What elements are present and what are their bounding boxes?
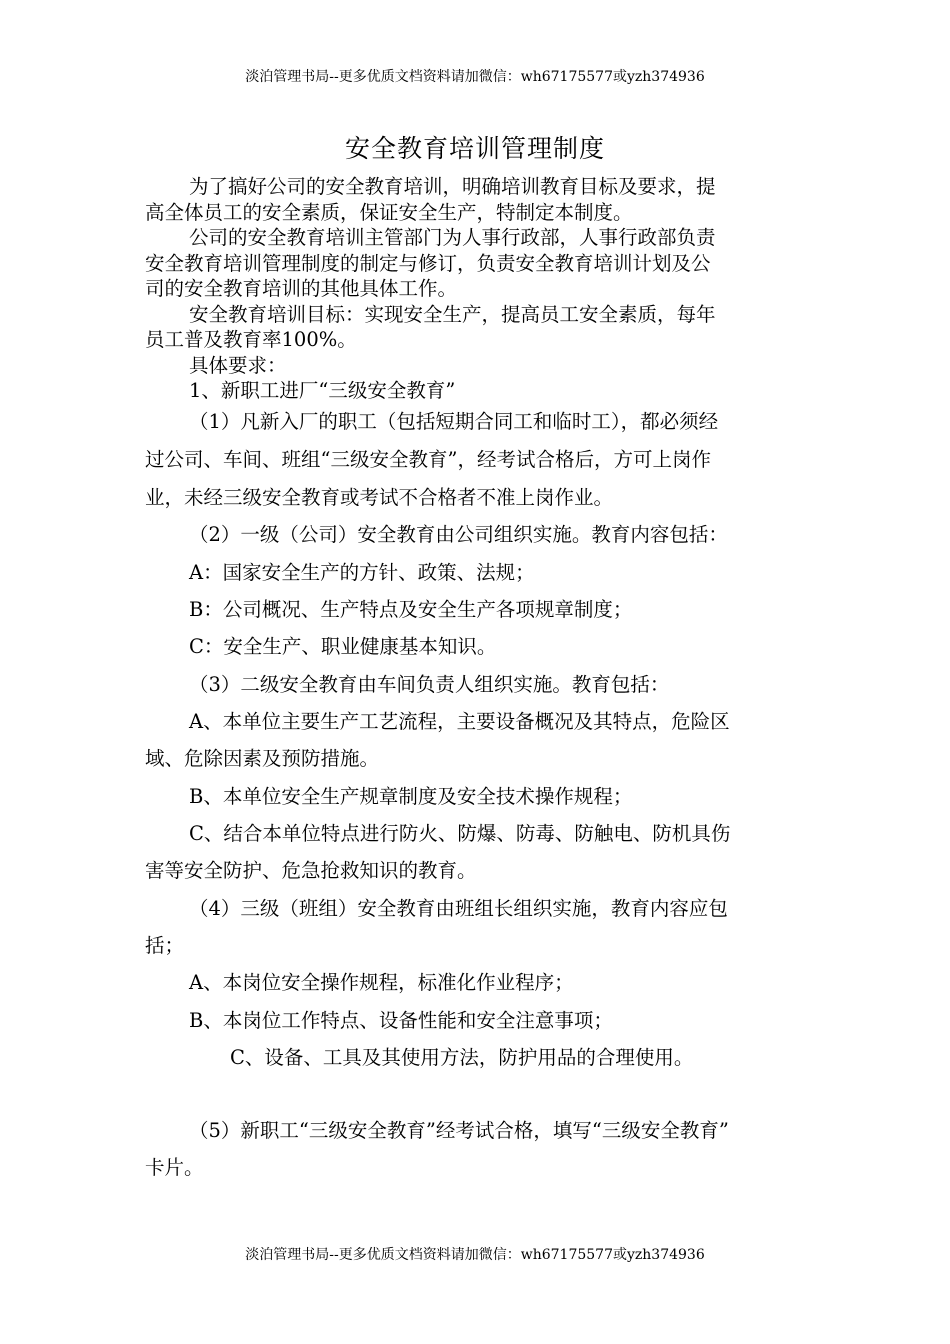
p1-line2: 过公司、车间、班组“三级安全教育”，经考试合格后，方可上岗作 (145, 448, 711, 471)
p2-line: （2）一级（公司）安全教育由公司组织实施。教育内容包括： (189, 523, 728, 546)
intro-para1-line1: 为了搞好公司的安全教育培训，明确培训教育目标及要求，提 (189, 175, 716, 198)
document-title: 安全教育培训管理制度 (344, 134, 605, 163)
intro-para3-line2: 员工普及教育率100%。 (145, 328, 357, 351)
p3-line: （3）二级安全教育由车间负责人组织实施。教育包括： (189, 673, 670, 696)
p2c-line: C：安全生产、职业健康基本知识。 (189, 635, 497, 658)
p2a-line: A：国家安全生产的方针、政策、法规； (189, 561, 535, 584)
p4-line2: 括； (145, 934, 185, 957)
p4a-line: A、本岗位安全操作规程，标准化作业程序； (189, 971, 574, 994)
p1-line3: 业，未经三级安全教育或考试不合格者不准上岗作业。 (145, 486, 614, 509)
intro-para1-line2: 高全体员工的安全素质，保证安全生产，特制定本制度。 (145, 200, 633, 224)
intro-para2-line1: 公司的安全教育培训主管部门为人事行政部，人事行政部负责 (189, 226, 716, 249)
p4-line1: （4）三级（班组）安全教育由班组长组织实施，教育内容应包 (189, 897, 728, 920)
p1-line1: （1）凡新入厂的职工（包括短期合同工和临时工），都必须经 (189, 410, 719, 433)
intro-para3-line1: 安全教育培训目标：实现安全生产，提高员工安全素质，每年 (189, 302, 716, 326)
p5-line1: （5）新职工“三级安全教育”经考试合格，填写“三级安全教育” (189, 1119, 729, 1142)
p2b-line: B：公司概况、生产特点及安全生产各项规章制度； (189, 598, 633, 621)
intro-para4-line1: 具体要求： (189, 353, 287, 377)
p3a-line1: A、本单位主要生产工艺流程，主要设备概况及其特点，危险区 (189, 710, 730, 733)
page-footer-note: 淡泊管理书局--更多优质文档资料请加微信：wh67175577或yzh374936 (245, 1247, 705, 1263)
intro-para2-line3: 司的安全教育培训的其他具体工作。 (145, 277, 458, 300)
p3c-line1: C、结合本单位特点进行防火、防爆、防毒、防触电、防机具伤 (189, 822, 731, 845)
p5-line2: 卡片。 (145, 1156, 204, 1179)
p3b-line: B、本单位安全生产规章制度及安全技术操作规程； (189, 785, 633, 808)
p4c-line: C、设备、工具及其使用方法，防护用品的合理使用。 (230, 1046, 694, 1069)
p3c-line2: 害等安全防护、危急抢救知识的教育。 (145, 859, 477, 882)
p4b-line: B、本岗位工作特点、设备性能和安全注意事项； (189, 1009, 613, 1032)
intro-section (145, 174, 810, 404)
p3a-line2: 域、危除因素及预防措施。 (145, 747, 380, 770)
page-header-note: 淡泊管理书局--更多优质文档资料请加微信：wh67175577或yzh374936 (245, 69, 705, 85)
intro-para5-line1: 1、新职工进厂“三级安全教育” (189, 379, 456, 402)
intro-para2-line2: 安全教育培训管理制度的制定与修订，负责安全教育培训计划及公 (145, 251, 711, 275)
